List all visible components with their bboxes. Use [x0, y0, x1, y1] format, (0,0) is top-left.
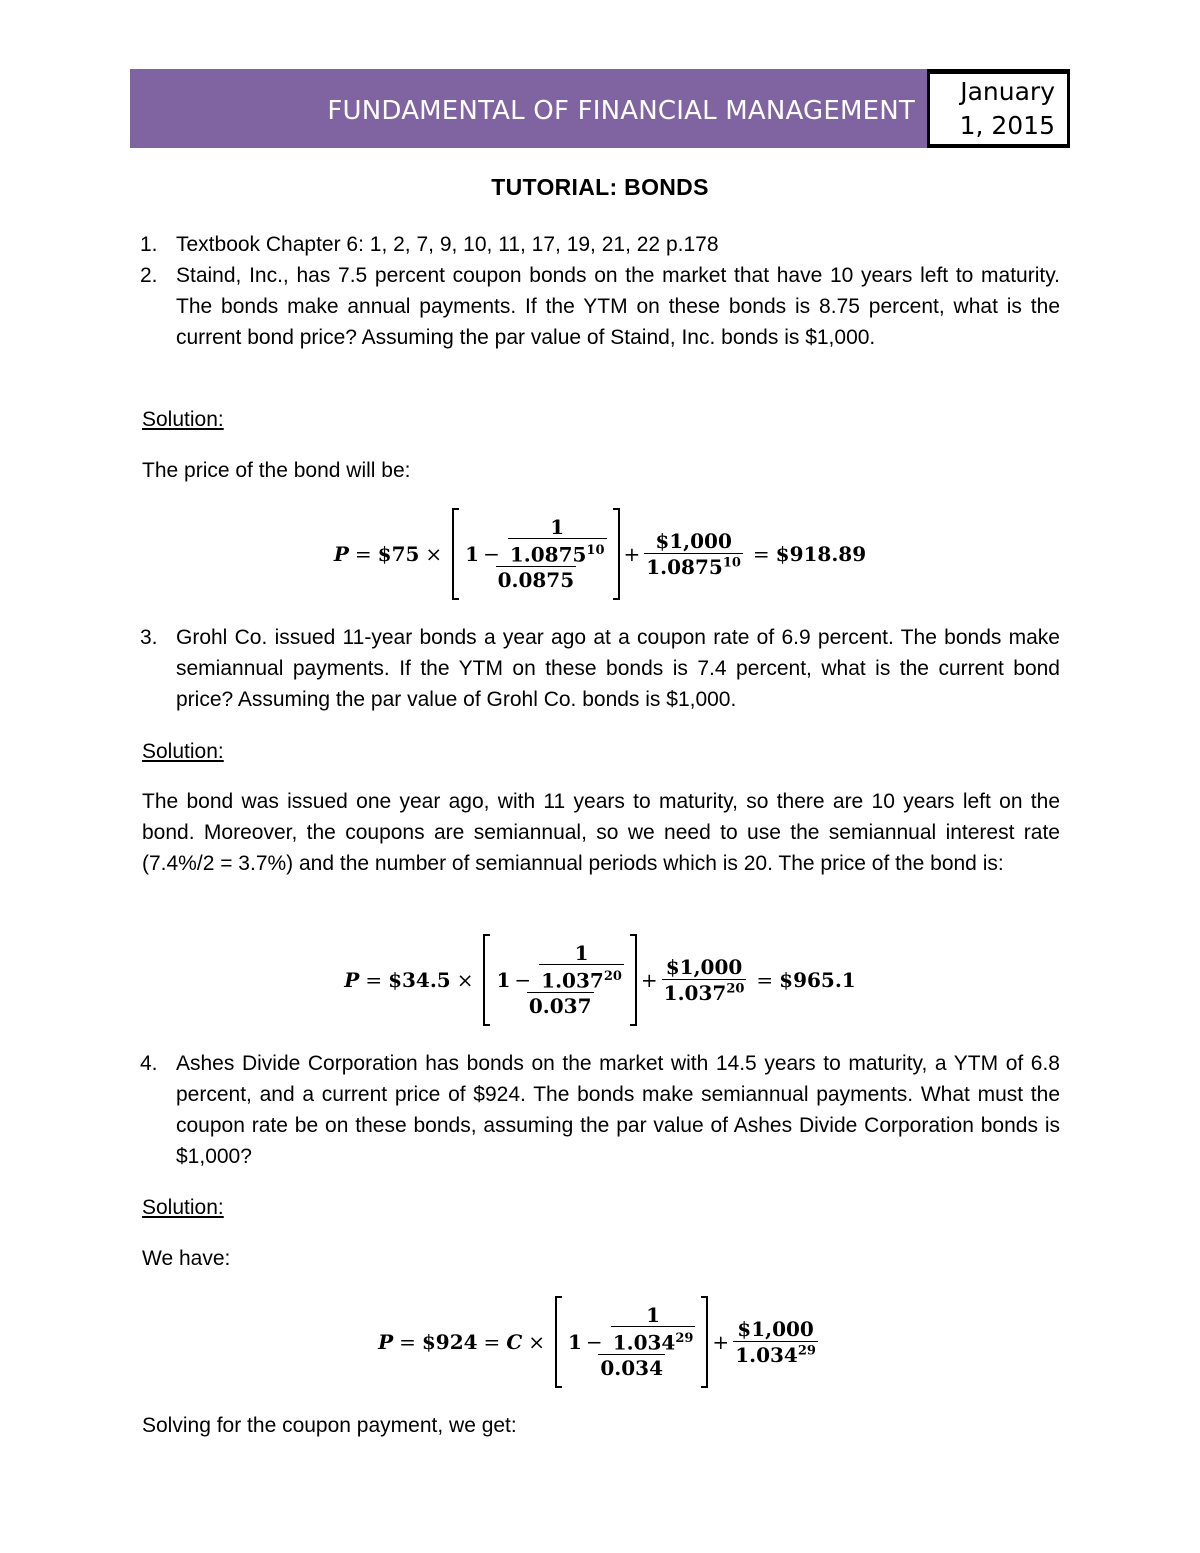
left-bracket — [483, 934, 490, 1026]
document-header — [130, 69, 1070, 148]
par-numerator: $1,000 — [737, 1317, 814, 1341]
solution-text-q4a: We have: — [142, 1247, 231, 1270]
par-numerator: $1,000 — [655, 529, 732, 553]
eq-base: 1.0875 — [509, 542, 587, 567]
annuity-numerator — [463, 516, 608, 566]
eq-price: $924 — [421, 1330, 478, 1354]
eq-result-equals: = — [752, 542, 770, 566]
eq-one: 1 — [465, 541, 480, 566]
eq-lhs: P — [333, 542, 349, 566]
par-denominator — [733, 1341, 818, 1367]
question-4 — [140, 1048, 1060, 1172]
eq-equals: = — [354, 542, 372, 566]
eq-times: × — [456, 968, 474, 992]
discount-numerator: 1 — [550, 515, 565, 540]
discount-denominator — [508, 538, 607, 566]
eq-minus: − — [585, 1329, 603, 1354]
question-number: 1. — [140, 233, 158, 256]
left-bracket — [452, 508, 459, 600]
question-text: Staind, Inc., has 7.5 percent coupon bonds on the market that have 10 years left to maturity. The bonds make annual payments. If the YTM on these bonds is 8.75 percent, what is the current bond price? Assuming the par value of Staind, Inc. bonds is $1,000. — [176, 264, 1060, 349]
annuity-fraction — [494, 942, 625, 1018]
par-numerator: $1,000 — [665, 955, 743, 979]
question-3 — [140, 622, 1060, 715]
annuity-numerator — [494, 942, 625, 992]
eq-coupon: $75 — [377, 542, 420, 566]
eq-lhs: P — [344, 968, 360, 992]
question-number: 2. — [140, 264, 158, 287]
eq-equals: = — [365, 968, 383, 992]
eq-minus: − — [514, 967, 532, 992]
solution-text-q4b: Solving for the coupon payment, we get: — [142, 1414, 517, 1437]
equation-coupon-q4 — [0, 1294, 1200, 1390]
par-denominator — [644, 553, 743, 579]
solution-label-q4: Solution: — [142, 1196, 224, 1219]
eq-exponent: 20 — [603, 969, 622, 985]
eq-base: 1.034 — [612, 1330, 676, 1355]
eq-base: 1.0875 — [646, 555, 723, 579]
eq-plus: + — [712, 1330, 730, 1354]
eq-one: 1 — [568, 1329, 582, 1354]
annuity-fraction — [566, 1304, 697, 1380]
eq-annuity-bracket — [483, 934, 636, 1026]
eq-base: 1.034 — [735, 1343, 798, 1367]
solution-label-q3: Solution: — [142, 740, 224, 763]
eq-plus: + — [640, 968, 658, 992]
eq-annuity-bracket — [555, 1296, 708, 1388]
eq-lhs: P — [378, 1330, 394, 1354]
solution-text-q2: The price of the bond will be: — [142, 459, 411, 482]
question-text: Ashes Divide Corporation has bonds on the market with 14.5 years to maturity, a YTM of 6.8 percent, and a current price of $924. The bonds make semiannual payments. What must the coupon rate be on these bonds, assuming the par value of Ashes Divide Corporation bonds is $1,000? — [176, 1052, 1060, 1168]
eq-result: $965.1 — [779, 968, 856, 992]
annuity-denominator: 0.037 — [528, 993, 592, 1018]
eq-result-equals: = — [756, 968, 774, 992]
eq-one: 1 — [496, 967, 511, 992]
page-title: TUTORIAL: BONDS — [491, 174, 709, 200]
eq-exponent: 29 — [797, 1343, 816, 1359]
left-bracket — [555, 1296, 562, 1388]
annuity-denominator: 0.0875 — [497, 567, 575, 592]
question-number: 4. — [140, 1052, 158, 1075]
question-text: Textbook Chapter 6: 1, 2, 7, 9, 10, 11, 17, 19, 21, 22 p.178 — [176, 233, 719, 256]
header-date-line1: January — [960, 77, 1055, 106]
header-title: FUNDAMENTAL OF FINANCIAL MANAGEMENT — [130, 69, 927, 148]
discount-denominator — [611, 1326, 696, 1354]
discount-numerator: 1 — [574, 941, 589, 966]
right-bracket — [613, 508, 620, 600]
discount-fraction — [611, 1304, 696, 1354]
par-fraction — [733, 1317, 818, 1367]
header-date — [930, 74, 1067, 144]
eq-annuity-bracket — [452, 508, 619, 600]
header-date-box — [927, 69, 1070, 148]
eq-base: 1.037 — [663, 981, 727, 1005]
discount-numerator: 1 — [646, 1303, 661, 1328]
par-fraction — [644, 529, 743, 579]
eq-exponent: 10 — [586, 543, 605, 559]
eq-equals-2: = — [483, 1330, 501, 1354]
discount-denominator — [539, 964, 624, 992]
equation-bond-price-q2 — [0, 506, 1200, 602]
question-text: Grohl Co. issued 11-year bonds a year ago at a coupon rate of 6.9 percent. The bonds make semiannual payments. If the YTM on these bonds is 7.4 percent, what is the current bond price? Assuming the par value of Grohl Co. bonds is $1,000. — [176, 626, 1060, 711]
question-1 — [140, 229, 1060, 260]
annuity-fraction — [463, 516, 608, 592]
par-fraction — [662, 955, 747, 1005]
solution-label-q2: Solution: — [142, 408, 224, 431]
eq-times: × — [425, 542, 443, 566]
par-denominator — [662, 979, 747, 1005]
eq-times: × — [528, 1330, 545, 1354]
eq-base: 1.037 — [541, 968, 604, 993]
eq-minus: − — [483, 541, 500, 566]
annuity-numerator — [566, 1304, 697, 1354]
header-date-line2: 1, 2015 — [959, 111, 1055, 140]
discount-fraction — [539, 942, 624, 992]
eq-coupon: C — [506, 1330, 523, 1354]
eq-exponent: 29 — [675, 1331, 694, 1347]
eq-coupon: $34.5 — [388, 968, 451, 992]
question-number: 3. — [140, 626, 158, 649]
eq-exponent: 20 — [726, 981, 745, 997]
equation-bond-price-q3 — [0, 932, 1200, 1028]
discount-fraction — [508, 516, 607, 566]
solution-text-q3: The bond was issued one year ago, with 11 years to maturity, so there are 10 years left on the bond. Moreover, the coupons are semiannual, so we need to use the semiannual interest rate (7.4%/2 = 3.7%) and the number of semiannual periods which is 20. The price of the bond is: — [142, 790, 1060, 875]
eq-equals: = — [399, 1330, 416, 1354]
eq-exponent: 10 — [722, 555, 741, 571]
annuity-denominator: 0.034 — [600, 1355, 664, 1380]
eq-plus: + — [623, 542, 641, 566]
eq-result: $918.89 — [775, 542, 867, 566]
right-bracket — [630, 934, 637, 1026]
right-bracket — [701, 1296, 708, 1388]
question-2 — [140, 260, 1060, 353]
